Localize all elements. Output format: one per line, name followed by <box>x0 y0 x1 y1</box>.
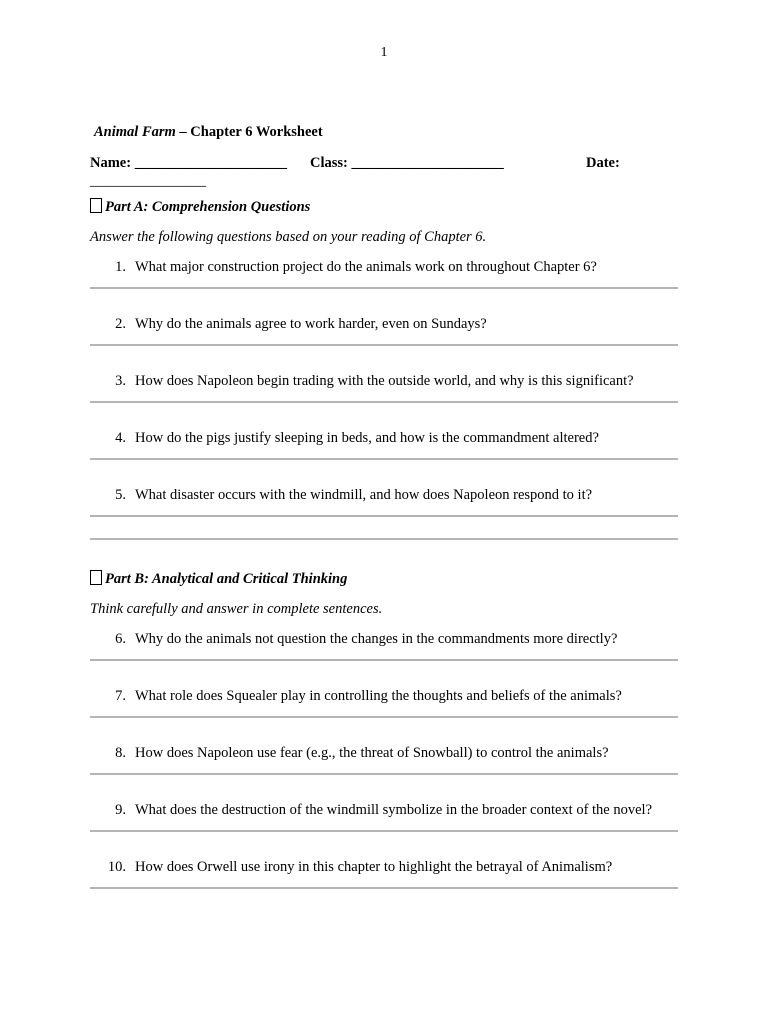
question-text: What major construction project do the animals work on throughout Chapter 6? <box>135 259 597 275</box>
answer-line-3[interactable] <box>90 401 678 403</box>
part-a-heading-text: Part A: Comprehension Questions <box>105 199 311 215</box>
question-number: 8. <box>115 745 126 761</box>
missing-glyph-icon <box>90 570 102 585</box>
question-4 <box>90 427 678 449</box>
title-rest: – Chapter 6 Worksheet <box>175 124 323 140</box>
question-text: What role does Squealer play in controlling the thoughts and beliefs of the animals? <box>135 688 622 704</box>
question-5 <box>90 484 678 506</box>
name-field[interactable]: Name: _____________________ <box>90 155 287 171</box>
question-2 <box>90 313 678 335</box>
answer-line-8[interactable] <box>90 773 678 775</box>
date-field[interactable]: ________________ <box>90 173 206 189</box>
question-9 <box>90 799 678 821</box>
question-text: How does Orwell use irony in this chapter to highlight the betrayal of Animalism? <box>135 859 613 875</box>
answer-line-6[interactable] <box>90 659 678 661</box>
question-text: Why do the animals agree to work harder, even on Sundays? <box>135 316 487 332</box>
question-3 <box>90 370 678 392</box>
class-field[interactable]: Class: _____________________ <box>310 155 504 171</box>
question-text: How does Napoleon use fear (e.g., the threat of Snowball) to control the animals? <box>135 745 609 761</box>
part-a-instructions: Answer the following questions based on your reading of Chapter 6. <box>90 229 487 245</box>
question-number: 3. <box>115 373 126 389</box>
question-number: 1. <box>115 259 126 275</box>
answer-line-5[interactable] <box>90 515 678 517</box>
question-number: 9. <box>115 802 126 818</box>
question-8 <box>90 742 678 764</box>
question-text: How does Napoleon begin trading with the outside world, and why is this significant? <box>135 373 634 389</box>
missing-glyph-icon <box>90 198 102 213</box>
question-number: 7. <box>115 688 126 704</box>
question-6 <box>90 628 678 650</box>
part-b-heading-text: Part B: Analytical and Critical Thinking <box>105 571 348 587</box>
answer-line-5b[interactable] <box>90 538 678 540</box>
part-b-heading <box>90 568 678 590</box>
question-text: How do the pigs justify sleeping in beds, and how is the commandment altered? <box>135 430 599 446</box>
question-text: What does the destruction of the windmill symbolize in the broader context of the novel? <box>135 802 653 818</box>
student-info-line <box>90 152 678 196</box>
worksheet-content <box>90 122 678 913</box>
answer-line-10[interactable] <box>90 887 678 889</box>
question-1 <box>90 256 678 278</box>
answer-line-2[interactable] <box>90 344 678 346</box>
question-number: 5. <box>115 487 126 503</box>
part-a-heading <box>90 196 678 218</box>
title-work-name: Animal Farm <box>94 124 176 140</box>
question-7 <box>90 685 678 707</box>
part-b-instructions: Think carefully and answer in complete sentences. <box>90 601 383 617</box>
question-number: 2. <box>115 316 126 332</box>
question-number: 6. <box>115 631 126 647</box>
date-field-label: Date: <box>586 155 620 171</box>
question-number: 4. <box>115 430 126 446</box>
question-text: What disaster occurs with the windmill, and how does Napoleon respond to it? <box>135 487 593 503</box>
answer-line-9[interactable] <box>90 830 678 832</box>
question-text: Why do the animals not question the changes in the commandments more directly? <box>135 631 618 647</box>
question-number: 10. <box>107 859 126 875</box>
answer-line-1[interactable] <box>90 287 678 289</box>
answer-line-4[interactable] <box>90 458 678 460</box>
worksheet-title <box>94 122 678 144</box>
page-number: 1 <box>380 45 388 60</box>
question-10 <box>90 856 678 878</box>
answer-line-7[interactable] <box>90 716 678 718</box>
